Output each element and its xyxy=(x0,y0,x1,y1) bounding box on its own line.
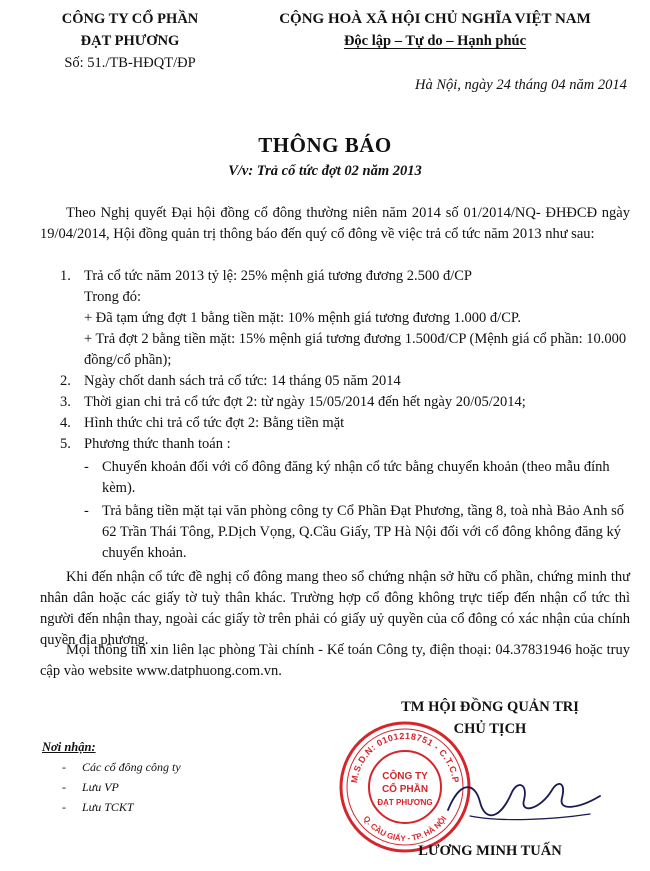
nation-title: CỘNG HOÀ XÃ HỘI CHỦ NGHĨA VIỆT NAM xyxy=(279,11,591,27)
seal-bottom-text: Q. CẦU GIẤY - TP. HÀ NỘI xyxy=(361,814,449,844)
payment-method-text: Chuyển khoản đối với cổ đông đăng ký nhận cổ tức bằng chuyển khoản (theo mẫu đính kèm). xyxy=(102,459,610,496)
sub-item: + Trả đợt 2 bằng tiền mặt: 15% mệnh giá tương đương 1.500đ/CP (Mệnh giá cổ phần: 10.000 đồng/cổ phần); xyxy=(84,331,627,368)
list-item xyxy=(60,413,632,434)
sub-item: + Đã tạm ứng đợt 1 bằng tiền mặt: 10% mệnh giá tương đương 1.000 đ/CP. xyxy=(84,310,521,326)
dash-marker: - xyxy=(62,780,66,794)
seal-center-line3: ĐẠT PHƯƠNG xyxy=(377,798,433,807)
recipient-text: Lưu TCKT xyxy=(82,800,134,814)
payment-method-item xyxy=(60,457,632,499)
contact-paragraph: Mọi thông tin xin liên lạc phòng Tài chính - Kế toán Công ty, điện thoại: 04.37831946 hoặc truy cập vào website www.datphuong.com.vn. xyxy=(40,642,630,679)
item-text: Thời gian chi trả cổ tức đợt 2: từ ngày 15/05/2014 đến hết ngày 20/05/2014; xyxy=(84,394,526,410)
dash-marker: - xyxy=(84,459,89,475)
recipient-item xyxy=(42,777,342,797)
item-text: Trả cổ tức năm 2013 tỷ lệ: 25% mệnh giá tương đương 2.500 đ/CP xyxy=(84,268,472,284)
signatory-title: TM HỘI ĐỒNG QUẢN TRỊ xyxy=(401,699,579,715)
list-item xyxy=(60,371,632,392)
recipients-title: Nơi nhận: xyxy=(42,740,96,754)
signatory-name: LƯƠNG MINH TUẤN xyxy=(418,843,562,859)
signatory-position: CHỦ TỊCH xyxy=(453,721,527,737)
dash-marker: - xyxy=(84,503,89,519)
company-name-line1: CÔNG TY CỔ PHẦN xyxy=(61,11,199,27)
svg-text:Q. CẦU GIẤY - TP. HÀ NỘI xyxy=(362,814,449,843)
recipient-item xyxy=(42,757,342,777)
document-title: THÔNG BÁO xyxy=(258,133,392,157)
company-header xyxy=(30,8,230,74)
company-name-line2: ĐẠT PHƯƠNG xyxy=(80,33,180,49)
recipient-item xyxy=(42,797,342,817)
seal-ring-text: M.S.D.N: 0101218751 - C.T.C.P xyxy=(349,730,461,784)
list-item xyxy=(60,434,632,455)
intro-paragraph: Theo Nghị quyết Đại hội đồng cổ đông thường niên năm 2014 số 01/2014/NQ- ĐHĐCĐ ngày 19/04/2014, Hội đồng quản trị thông báo đến quý cổ đông về việc trả cổ tức năm 2013 như sau: xyxy=(40,205,630,242)
recipient-text: Các cổ đông công ty xyxy=(82,760,181,774)
item-text: Phương thức thanh toán : xyxy=(84,436,231,452)
sub-heading: Trong đó: xyxy=(84,289,142,305)
payment-method-item xyxy=(60,501,632,564)
national-header xyxy=(245,8,625,52)
item-number: 3. xyxy=(60,394,71,410)
list-item xyxy=(60,266,632,287)
dash-marker: - xyxy=(62,760,66,774)
recipients-block xyxy=(42,737,342,817)
seal-center-line2: CỔ PHẦN xyxy=(381,784,429,795)
item-text: Hình thức chi trả cổ tức đợt 2: Bằng tiền mặt xyxy=(84,415,345,431)
list-item xyxy=(60,392,632,413)
nation-motto: Độc lập – Tự do – Hạnh phúc xyxy=(343,33,527,49)
collection-instructions-paragraph: Khi đến nhận cổ tức đề nghị cổ đông mang theo sổ chứng nhận sở hữu cổ phần, chứng minh thư nhân dân hoặc các giấy tờ tuỳ thân khác. Trường hợp cổ đông không trực tiếp đến nhận cổ tức thì người đến nhận thay, ngoài các giấy tờ trên phải có giấy uỷ quyền của cổ đông có xác nhận của chính quyền địa phương. xyxy=(40,569,630,648)
item-text: Ngày chốt danh sách trả cổ tức: 14 tháng 05 năm 2014 xyxy=(84,373,401,389)
item-number: 5. xyxy=(60,436,71,452)
place-date: Hà Nội, ngày 24 tháng 04 năm 2014 xyxy=(415,77,627,93)
recipient-text: Lưu VP xyxy=(82,780,119,794)
handwritten-signature-icon xyxy=(440,770,610,830)
dash-marker: - xyxy=(62,800,66,814)
item-number: 4. xyxy=(60,415,71,431)
seal-center-line1: CÔNG TY xyxy=(382,771,428,782)
dividend-terms-list xyxy=(60,266,632,564)
document-number: Số: 51./TB-HĐQT/ĐP xyxy=(64,55,196,71)
item-number: 1. xyxy=(60,268,71,284)
document-subject: V/v: Trả cổ tức đợt 02 năm 2013 xyxy=(228,163,422,179)
payment-method-text: Trả bằng tiền mặt tại văn phòng công ty Cổ Phần Đạt Phương, tầng 8, toà nhà Bảo Anh số 62 Trần Thái Tông, P.Dịch Vọng, Q.Cầu Giấy, TP Hà Nội đối với cổ đông không đăng ký chuyển khoản. xyxy=(102,503,625,561)
item-number: 2. xyxy=(60,373,71,389)
